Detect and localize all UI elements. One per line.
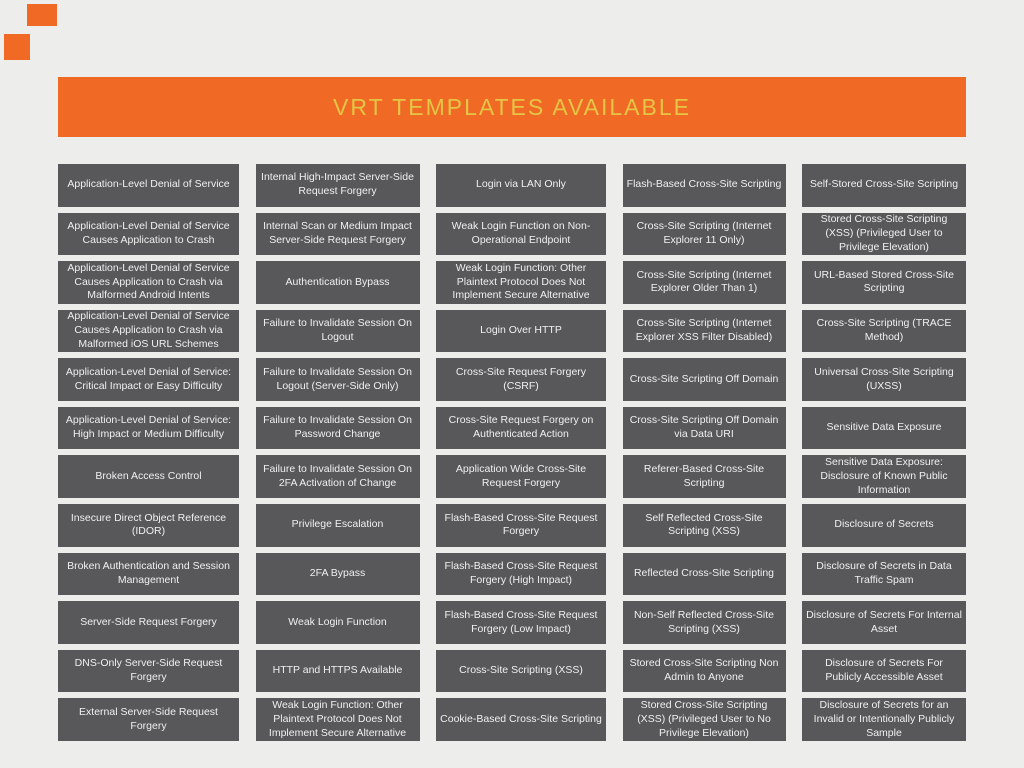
vrt-template-button[interactable]: Application-Level Denial of Service: Critical Impact or Easy Difficulty	[58, 358, 239, 401]
template-column-2	[256, 164, 420, 741]
vrt-template-button[interactable]: Internal High-Impact Server-Side Request Forgery	[256, 164, 420, 207]
vrt-template-button[interactable]: Disclosure of Secrets in Data Traffic Spam	[802, 553, 966, 596]
template-grid	[58, 164, 966, 741]
vrt-template-button[interactable]: Cross-Site Request Forgery on Authenticated Action	[436, 407, 606, 450]
vrt-template-button[interactable]: Broken Authentication and Session Management	[58, 553, 239, 596]
template-column-1	[58, 164, 239, 741]
vrt-template-button[interactable]: Sensitive Data Exposure: Disclosure of Known Public Information	[802, 455, 966, 498]
vrt-template-button[interactable]: Disclosure of Secrets For Internal Asset	[802, 601, 966, 644]
vrt-template-button[interactable]: Cross-Site Request Forgery (CSRF)	[436, 358, 606, 401]
vrt-template-button[interactable]: Login Over HTTP	[436, 310, 606, 353]
vrt-template-button[interactable]: Privilege Escalation	[256, 504, 420, 547]
vrt-template-button[interactable]: Insecure Direct Object Reference (IDOR)	[58, 504, 239, 547]
vrt-template-button[interactable]: DNS-Only Server-Side Request Forgery	[58, 650, 239, 693]
template-column-4	[623, 164, 786, 741]
vrt-template-button[interactable]: Self-Stored Cross-Site Scripting	[802, 164, 966, 207]
vrt-template-button[interactable]: Disclosure of Secrets	[802, 504, 966, 547]
vrt-template-button[interactable]: Cross-Site Scripting Off Domain	[623, 358, 786, 401]
vrt-template-button[interactable]: Flash-Based Cross-Site Scripting	[623, 164, 786, 207]
vrt-template-button[interactable]: Failure to Invalidate Session On 2FA Activation of Change	[256, 455, 420, 498]
banner	[58, 77, 966, 137]
vrt-template-button[interactable]: Application-Level Denial of Service	[58, 164, 239, 207]
vrt-template-button[interactable]: Cookie-Based Cross-Site Scripting	[436, 698, 606, 741]
vrt-template-button[interactable]: Authentication Bypass	[256, 261, 420, 304]
vrt-template-button[interactable]: Cross-Site Scripting (Internet Explorer XSS Filter Disabled)	[623, 310, 786, 353]
vrt-template-button[interactable]: HTTP and HTTPS Available	[256, 650, 420, 693]
vrt-template-button[interactable]: Flash-Based Cross-Site Request Forgery	[436, 504, 606, 547]
vrt-template-button[interactable]: Cross-Site Scripting (Internet Explorer Older Than 1)	[623, 261, 786, 304]
vrt-template-button[interactable]: Disclosure of Secrets for an Invalid or Intentionally Publicly Sample	[802, 698, 966, 741]
vrt-template-button[interactable]: Referer-Based Cross-Site Scripting	[623, 455, 786, 498]
vrt-template-button[interactable]: Cross-Site Scripting (TRACE Method)	[802, 310, 966, 353]
vrt-template-button[interactable]: Application-Level Denial of Service Causes Application to Crash via Malformed Android Intents	[58, 261, 239, 304]
vrt-template-button[interactable]: Cross-Site Scripting Off Domain via Data URI	[623, 407, 786, 450]
vrt-template-button[interactable]: Failure to Invalidate Session On Logout (Server-Side Only)	[256, 358, 420, 401]
vrt-template-button[interactable]: Disclosure of Secrets For Publicly Accessible Asset	[802, 650, 966, 693]
vrt-template-button[interactable]: Weak Login Function on Non-Operational Endpoint	[436, 213, 606, 256]
vrt-template-button[interactable]: Flash-Based Cross-Site Request Forgery (Low Impact)	[436, 601, 606, 644]
vrt-template-button[interactable]: Application-Level Denial of Service Causes Application to Crash	[58, 213, 239, 256]
vrt-template-button[interactable]: Application Wide Cross-Site Request Forgery	[436, 455, 606, 498]
vrt-template-button[interactable]: Sensitive Data Exposure	[802, 407, 966, 450]
vrt-template-button[interactable]: Broken Access Control	[58, 455, 239, 498]
vrt-template-button[interactable]: Weak Login Function: Other Plaintext Protocol Does Not Implement Secure Alternative	[436, 261, 606, 304]
vrt-template-button[interactable]: Cross-Site Scripting (XSS)	[436, 650, 606, 693]
template-column-5	[802, 164, 966, 741]
vrt-template-button[interactable]: Failure to Invalidate Session On Logout	[256, 310, 420, 353]
vrt-template-button[interactable]: Stored Cross-Site Scripting Non Admin to Anyone	[623, 650, 786, 693]
vrt-template-button[interactable]: Stored Cross-Site Scripting (XSS) (Privileged User to Privilege Elevation)	[802, 213, 966, 256]
accent-square-icon	[27, 4, 57, 26]
vrt-template-button[interactable]: URL-Based Stored Cross-Site Scripting	[802, 261, 966, 304]
page-title: VRT TEMPLATES AVAILABLE	[333, 93, 691, 120]
vrt-template-button[interactable]: Cross-Site Scripting (Internet Explorer 11 Only)	[623, 213, 786, 256]
vrt-template-button[interactable]: Login via LAN Only	[436, 164, 606, 207]
vrt-template-button[interactable]: Server-Side Request Forgery	[58, 601, 239, 644]
vrt-template-button[interactable]: Application-Level Denial of Service: High Impact or Medium Difficulty	[58, 407, 239, 450]
vrt-template-button[interactable]: Internal Scan or Medium Impact Server-Side Request Forgery	[256, 213, 420, 256]
vrt-template-button[interactable]: Self Reflected Cross-Site Scripting (XSS)	[623, 504, 786, 547]
vrt-template-button[interactable]: Universal Cross-Site Scripting (UXSS)	[802, 358, 966, 401]
vrt-template-button[interactable]: External Server-Side Request Forgery	[58, 698, 239, 741]
vrt-template-button[interactable]: 2FA Bypass	[256, 553, 420, 596]
vrt-template-button[interactable]: Weak Login Function: Other Plaintext Protocol Does Not Implement Secure Alternative	[256, 698, 420, 741]
template-column-3	[436, 164, 606, 741]
vrt-template-button[interactable]: Reflected Cross-Site Scripting	[623, 553, 786, 596]
vrt-template-button[interactable]: Stored Cross-Site Scripting (XSS) (Privileged User to No Privilege Elevation)	[623, 698, 786, 741]
vrt-template-button[interactable]: Failure to Invalidate Session On Password Change	[256, 407, 420, 450]
vrt-template-button[interactable]: Flash-Based Cross-Site Request Forgery (High Impact)	[436, 553, 606, 596]
accent-square-icon	[4, 34, 30, 60]
vrt-template-button[interactable]: Non-Self Reflected Cross-Site Scripting (XSS)	[623, 601, 786, 644]
vrt-template-button[interactable]: Weak Login Function	[256, 601, 420, 644]
vrt-template-button[interactable]: Application-Level Denial of Service Causes Application to Crash via Malformed iOS URL Schemes	[58, 310, 239, 353]
